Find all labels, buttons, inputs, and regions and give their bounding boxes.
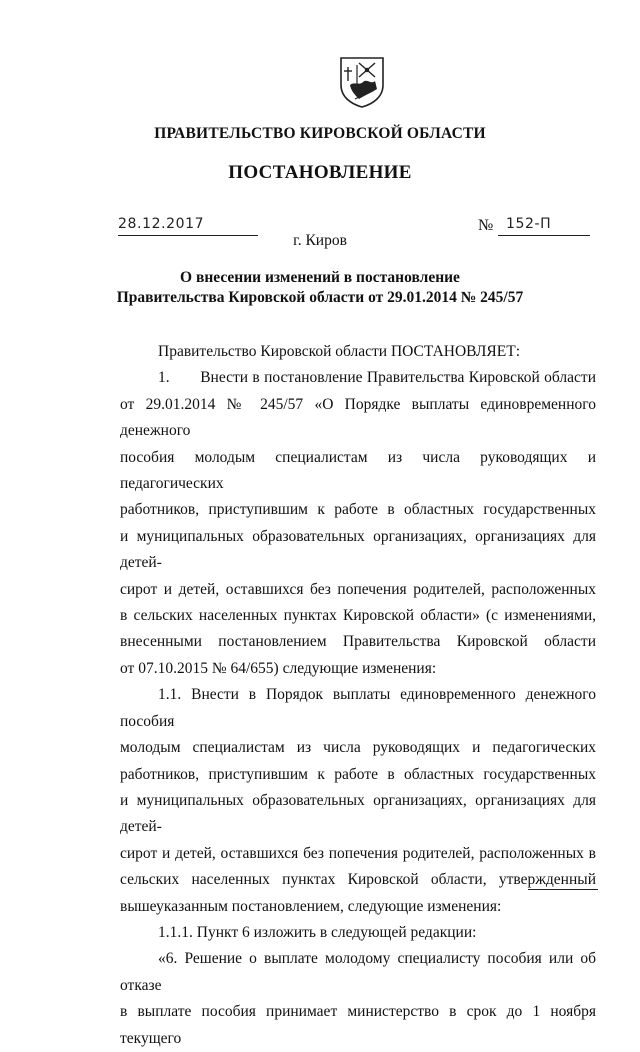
body-line: в сельских населенных пунктах Кировской области» (с изменениями, [120,607,596,625]
document-title [0,268,640,308]
document-body [120,339,596,1052]
body-line: сельских населенных пунктах Кировской области, утвержденный [120,871,596,889]
body-line: и муниципальных образовательных организациях, организациях для детей- [120,527,596,572]
title-line: Правительства Кировской области от 29.01.2014 № 245/57 [116,289,524,306]
body-line: 1. Внести в постановление Правительства Кировской области [158,369,596,387]
body-line: «6. Решение о выплате молодому специалисту пособия или об отказе [120,950,596,994]
document-date: 28.12.2017 [118,216,205,232]
city: г. Киров [293,232,347,249]
body-line: от 07.10.2015 № 64/655) следующие изменения: [120,659,437,677]
body-line: пособия молодым специалистам из числа руководящих и педагогических [120,448,596,493]
title-line: О внесении изменений в постановление [180,269,460,286]
body-line: работников, приступившим к работе в областных государственных [120,765,596,783]
signature-line [528,889,598,890]
coat-of-arms-icon [337,55,387,109]
body-line: вышеуказанным постановлением, следующие изменения: [120,897,502,915]
document-number: 152-П [506,216,552,232]
body-line: и муниципальных образовательных организациях, организациях для детей- [120,791,596,836]
body-line: Правительство Кировской области ПОСТАНОВЛЯЕТ: [158,343,521,360]
body-line: сирот и детей, оставшихся без попечения родителей, расположенных в [120,844,596,862]
document-type: ПОСТАНОВЛЕНИЕ [228,162,412,183]
organization-name: ПРАВИТЕЛЬСТВО КИРОВСКОЙ ОБЛАСТИ [154,125,486,142]
number-sign: № [478,217,494,234]
body-line: внесенными постановлением Правительства Кировской области [120,633,596,651]
body-line: молодым специалистам из числа руководящих и педагогических [120,739,596,757]
body-line: работников, приступившим к работе в областных государственных [120,501,596,519]
body-line: сирот и детей, оставшихся без попечения родителей, расположенных [120,580,596,598]
body-line: 1.1. Внести в Порядок выплаты единовременного денежного пособия [120,686,596,730]
body-line: от 29.01.2014 № 245/57 «О Порядке выплаты единовременного денежного [120,395,596,440]
body-line: 1.1.1. Пункт 6 изложить в следующей редакции: [158,923,477,941]
body-line: в выплате пособия принимает министерство в срок до 1 ноября текущего [120,1003,596,1047]
